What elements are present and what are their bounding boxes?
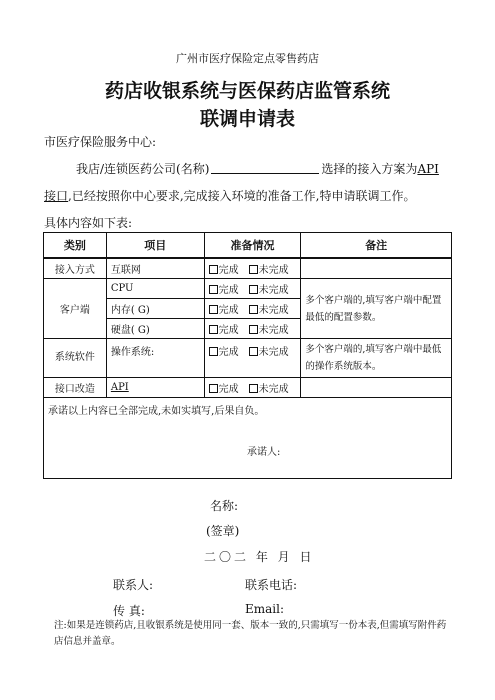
email-label: Email: [245,602,285,616]
done-checkbox[interactable] [209,384,218,393]
category-network: 接入方式 [44,258,107,279]
company-name-label: 我店/连锁医药公司(名称) [76,162,210,176]
category-system-software: 系统软件 [44,339,107,378]
scheme-option: API [417,162,439,176]
status-cell: 完成 未完成 [204,299,301,319]
promisor-label: 承诺人: [247,447,281,458]
promise-cell [44,398,452,479]
note-empty [301,258,452,279]
scheme-option-interface: 接口 [44,189,69,203]
note-empty [301,378,452,398]
item-os: 操作系统: [106,339,204,378]
undone-checkbox[interactable] [249,347,258,356]
intro-paragraph-line2 [44,187,415,204]
table-row-cpu [44,279,452,299]
undone-checkbox[interactable] [249,305,258,314]
signature-name-label: 名称: [210,499,239,513]
fax-label: 传 真: [113,604,145,618]
done-checkbox[interactable] [209,285,218,294]
table-header-row [44,233,452,259]
done-checkbox[interactable] [209,325,218,334]
table-row-promise [44,398,452,479]
signature-date: 二〇二 年 月 日 [204,550,315,564]
company-name-blank[interactable] [211,161,319,174]
form-title-line1: 药店收银系统与医保药店监管系统 [104,80,390,102]
table-row-interface [44,378,452,398]
readiness-table [43,232,452,479]
header-item: 项目 [106,233,204,259]
intro-paragraph-rest: ,已经按照你中心要求,完成接入环境的准备工作,特申请联调工作。 [68,189,416,203]
form-title-line2: 联调申请表 [199,108,295,130]
item-disk: 硬盘( G) [106,319,204,339]
status-cell: 完成 未完成 [204,378,301,398]
status-cell: 完成 未完成 [204,258,301,279]
scheme-label: 选择的接入方案为 [321,162,418,176]
footnote: 注:如果是连锁药店,且收银系统是使用同一套、版本一致的,只需填写一份本表,但需填写附件药店信息并盖章。 [54,620,447,647]
header-note: 备注 [301,233,452,259]
table-row-network [44,258,452,279]
signature-seal-label: (签章) [206,524,240,538]
undone-checkbox[interactable] [249,325,258,334]
undone-checkbox[interactable] [249,384,258,393]
item-memory: 内存( G) [106,299,204,319]
category-interface: 接口改造 [44,378,107,398]
header-status: 准备情况 [204,233,301,259]
contact-person-label: 联系人: [113,578,154,592]
category-client: 客户端 [44,279,107,339]
status-cell: 完成 未完成 [204,319,301,339]
contact-phone-label: 联系电话: [245,578,298,592]
form-header: 广州市医疗保险定点零售药店 [176,52,319,65]
table-row-os [44,339,452,378]
table-intro: 具体内容如下表: [44,216,133,230]
undone-checkbox[interactable] [249,285,258,294]
undone-checkbox[interactable] [249,265,258,274]
status-cell: 完成 未完成 [204,339,301,378]
item-cpu: CPU [106,279,204,299]
note-os: 多个客户端的,填写客户端中最低的操作系统版本。 [301,339,452,378]
done-checkbox[interactable] [209,347,218,356]
status-cell: 完成 未完成 [204,279,301,299]
item-api: API [106,378,204,398]
item-internet: 互联网 [106,258,204,279]
header-category: 类别 [44,233,107,259]
addressee: 市医疗保险服务中心: [44,135,157,149]
done-checkbox[interactable] [209,305,218,314]
done-checkbox[interactable] [209,265,218,274]
promise-text: 承诺以上内容已全部完成,未如实填写,后果自负。 [48,406,265,417]
intro-paragraph-line1 [76,160,439,177]
note-client: 多个客户端的,填写客户端中配置最低的配置参数。 [301,279,452,339]
